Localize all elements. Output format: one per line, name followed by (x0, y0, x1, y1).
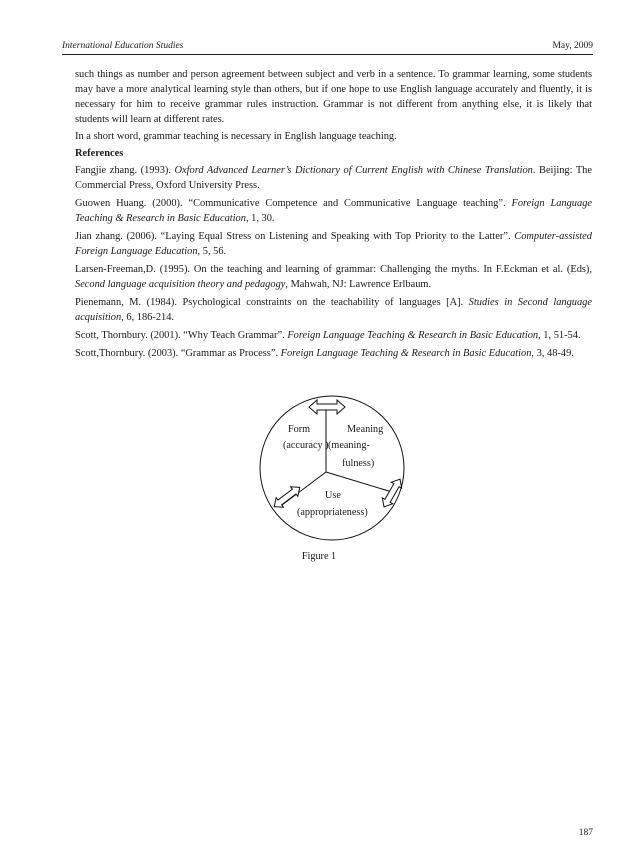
reference-item: Fangjie zhang. (1993). Oxford Advanced Learner’s Dictionary of Current English with Chinese Translation. Beijing: The Commercial Press, Oxford University Press. (75, 165, 592, 191)
form-label: Form (288, 424, 311, 435)
use-sublabel: (appropriateness) (297, 507, 368, 518)
reference-item: Pienemann, M. (1984). Psychological constraints on the teachability of languages [A]. Studies in Second language acquisition, 6, 186-214. (75, 297, 592, 323)
reference-item: Scott,Thornbury. (2003). “Grammar as Process”. Foreign Language Teaching & Research in Basic Education, 3, 48-49. (75, 348, 574, 359)
double-arrow-icon (379, 476, 405, 510)
body-paragraph: such things as number and person agreement between subject and verb in a sentence. To grammar learning, some students may have a more analytical learning style than others, but if one hope to use English language accurately and fluently, it is necessary for him to receive grammar rules instruction. Grammar is not different from anything else, it is likely that students will learn at different rates. (75, 69, 592, 125)
page-number: 187 (578, 828, 593, 838)
meaning-sublabel: (meaning- (328, 440, 370, 451)
issue-date: May, 2009 (552, 41, 593, 51)
reference-item: Jian zhang. (2006). “Laying Equal Stress on Listening and Speaking with Top Priority to the Latter”. Computer-assisted Foreign Language Education, 5, 56. (75, 231, 592, 257)
references-heading: References (75, 148, 124, 159)
figure-caption: Figure 1 (301, 551, 337, 562)
form-sublabel: (accuracy ) (283, 440, 329, 451)
body-paragraph: In a short word, grammar teaching is necessary in English language teaching. (75, 131, 397, 142)
reference-item: Larsen-Freeman,D. (1995). On the teaching and learning of grammar: Challenging the myths. In F.Eckman et al. (Eds), Second language acquisition theory and pedagogy, Mahwah, NJ: Lawrence Erlbaum. (75, 264, 592, 290)
reference-item: Guowen Huang. (2000). “Communicative Competence and Communicative Language teaching”. Foreign Language Teaching & Research in Basic Education, 1, 30. (75, 198, 593, 224)
meaning-sublabel-2: fulness) (342, 458, 375, 469)
journal-title: International Education Studies (62, 41, 184, 51)
use-label: Use (325, 490, 341, 501)
diagram-graphic (255, 393, 420, 543)
double-arrow-icon (309, 400, 345, 414)
article-body (75, 67, 592, 364)
reference-item: Scott, Thornbury. (2001). “Why Teach Grammar”. Foreign Language Teaching & Research in Basic Education, 1, 51-54. (75, 330, 581, 341)
running-header (62, 41, 593, 55)
meaning-label: Meaning (347, 424, 384, 435)
